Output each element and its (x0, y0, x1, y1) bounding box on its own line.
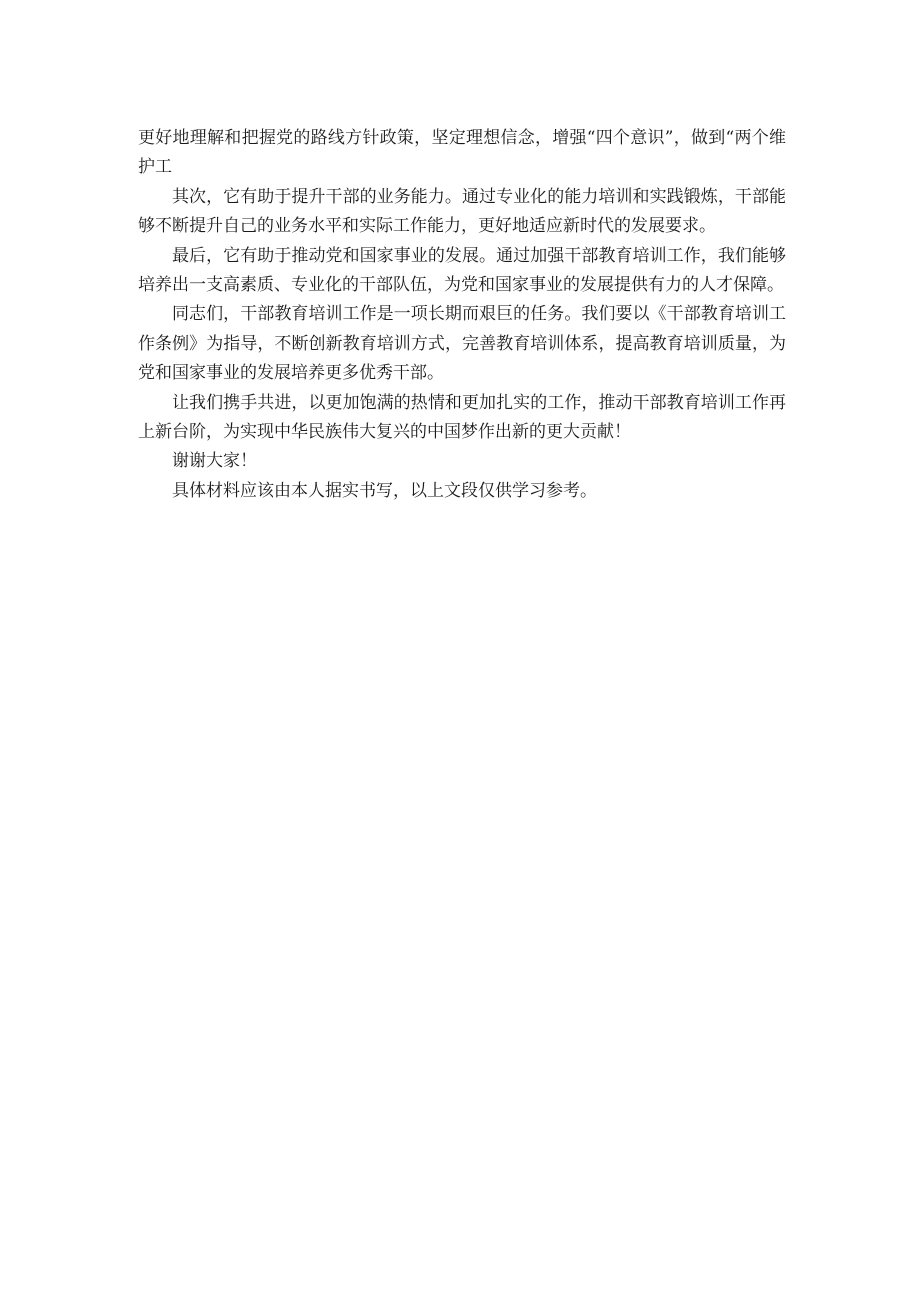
paragraph-call-to-action: 让我们携手共进，以更加饱满的热情和更加扎实的工作，推动干部教育培训工作再上新台阶，为实现中华民族伟大复兴的中国梦作出新的更大贡献！ (138, 392, 786, 443)
paragraph-thanks: 谢谢大家！ (172, 451, 257, 472)
document-body (138, 124, 786, 506)
paragraph-long-term-task: 同志们，干部教育培训工作是一项长期而艰巨的任务。我们要以《干部教育培训工作条例》为指导，不断创新教育培训方式，完善教育培训体系，提高教育培训质量，为党和国家事业的发展培养更多优秀干部。 (138, 304, 786, 384)
paragraph-career-development: 最后，它有助于推动党和国家事业的发展。通过加强干部教育培训工作，我们能够培养出一支高素质、专业化的干部队伍，为党和国家事业的发展提供有力的人才保障。 (138, 245, 786, 296)
paragraph-disclaimer: 具体材料应该由本人据实书写，以上文段仅供学习参考。 (172, 480, 597, 501)
paragraph-continuation: 更好地理解和把握党的路线方针政策，坚定理想信念，增强“四个意识”，做到“两个维护工 (138, 128, 786, 178)
paragraph-business-ability: 其次，它有助于提升干部的业务能力。通过专业化的能力培训和实践锻炼，干部能够不断提升自己的业务水平和实际工作能力，更好地适应新时代的发展要求。 (138, 186, 786, 237)
